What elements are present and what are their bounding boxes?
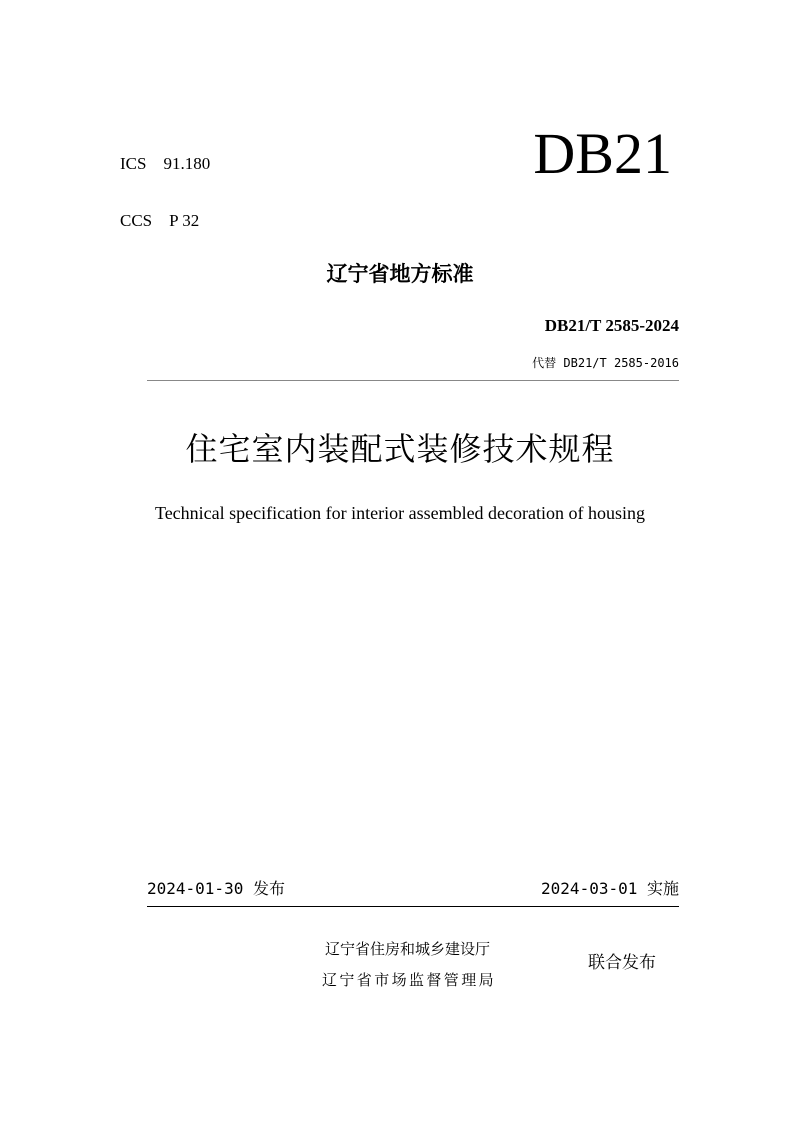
standard-code: DB21/T 2585-2024 bbox=[544, 316, 679, 335]
joint-publish-label: 联合发布 bbox=[588, 953, 656, 973]
implement-date: 2024-03-01 实施 bbox=[541, 879, 679, 898]
issuer-type: 辽宁省地方标准 bbox=[326, 262, 474, 286]
divider-bottom bbox=[147, 906, 679, 907]
publish-date: 2024-01-30 发布 bbox=[147, 879, 285, 898]
ics-label: ICS bbox=[120, 154, 147, 173]
replaces-note: 代替 DB21/T 2585-2016 bbox=[532, 356, 679, 370]
ccs-value: P 32 bbox=[169, 211, 200, 230]
publisher-housing-dept: 辽宁省住房和城乡建设厅 bbox=[325, 940, 491, 958]
standard-mark: DB21 bbox=[533, 121, 672, 186]
ccs-code bbox=[120, 211, 199, 231]
ics-value: 91.180 bbox=[163, 154, 211, 173]
divider-top bbox=[147, 380, 679, 381]
ccs-label: CCS bbox=[120, 211, 153, 230]
document-title: 住宅室内装配式装修技术规程 bbox=[185, 430, 615, 468]
publisher-market-bureau: 辽宁省市场监督管理局 bbox=[322, 971, 497, 989]
document-title-english: Technical specification for interior assembled decoration of housing bbox=[154, 503, 646, 523]
ics-code bbox=[120, 154, 210, 174]
